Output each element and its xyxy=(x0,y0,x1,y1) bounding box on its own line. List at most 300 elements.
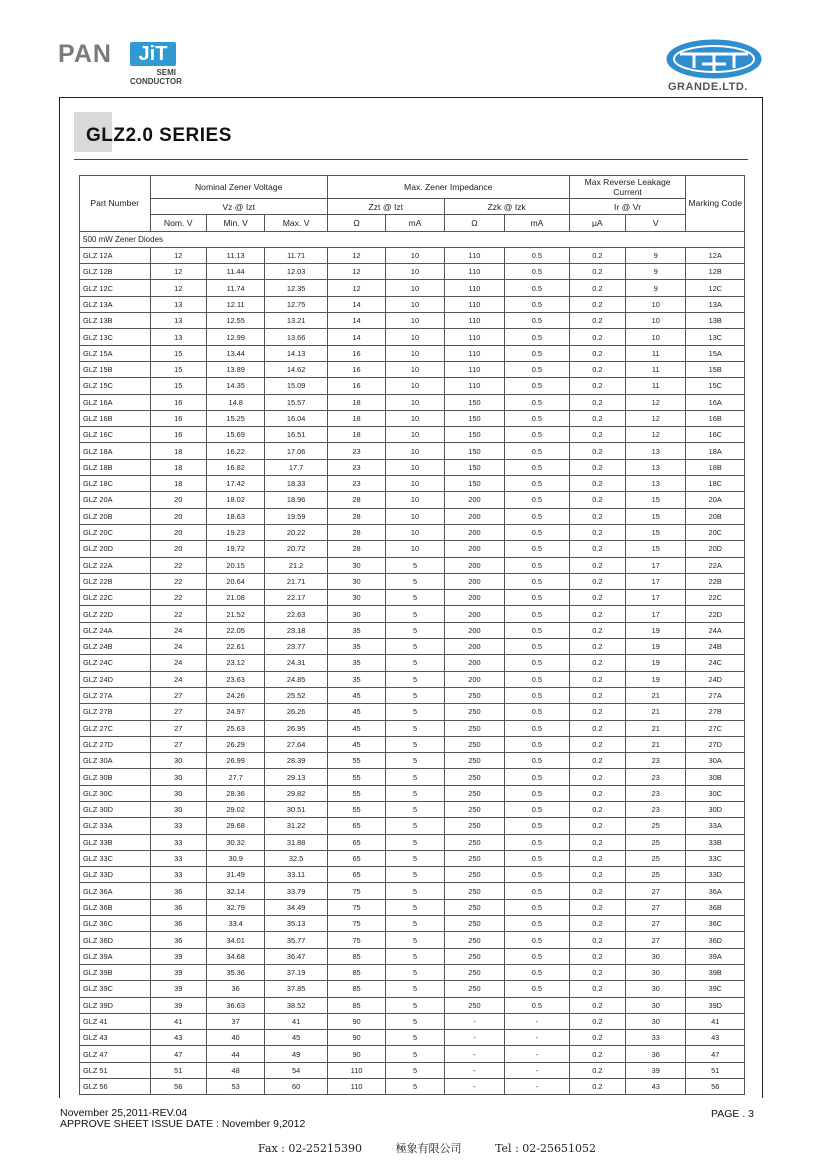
footer-fax: Fax : 02-25215390 xyxy=(258,1142,363,1155)
table-cell: 30.51 xyxy=(265,801,327,817)
table-cell: 5 xyxy=(386,899,444,915)
table-cell: 45 xyxy=(327,687,385,703)
table-row xyxy=(80,867,745,883)
table-cell: GLZ 18C xyxy=(80,476,151,492)
table-cell: 12 xyxy=(626,394,686,410)
table-cell: 5 xyxy=(386,964,444,980)
header-max-zener-impedance: Max. Zener Impedance xyxy=(327,176,569,199)
table-cell: 29.13 xyxy=(265,769,327,785)
table-cell: 0.2 xyxy=(569,948,625,964)
table-cell: 12 xyxy=(150,247,206,263)
table-cell: 0.2 xyxy=(569,1062,625,1078)
table-cell: 10 xyxy=(386,459,444,475)
table-cell: 16 xyxy=(150,394,206,410)
table-cell: 110 xyxy=(444,313,504,329)
table-cell: 14 xyxy=(327,313,385,329)
table-cell: 0.5 xyxy=(505,850,569,866)
table-cell: 27D xyxy=(686,736,745,752)
table-cell: 34.01 xyxy=(206,932,264,948)
table-cell: 150 xyxy=(444,410,504,426)
table-cell: 10 xyxy=(386,524,444,540)
table-cell: 17.42 xyxy=(206,476,264,492)
table-cell: 28.36 xyxy=(206,785,264,801)
table-cell: 0.2 xyxy=(569,867,625,883)
table-cell: 27 xyxy=(626,883,686,899)
table-row xyxy=(80,459,745,475)
table-cell: 16.22 xyxy=(206,443,264,459)
table-cell: 39B xyxy=(686,964,745,980)
table-cell: 33 xyxy=(150,867,206,883)
table-cell: GLZ 30C xyxy=(80,785,151,801)
table-cell: 0.2 xyxy=(569,1079,625,1095)
table-cell: 28 xyxy=(327,541,385,557)
table-cell: 85 xyxy=(327,981,385,997)
table-cell: 45 xyxy=(327,736,385,752)
table-row xyxy=(80,899,745,915)
table-cell: GLZ 27A xyxy=(80,687,151,703)
table-cell: 0.5 xyxy=(505,508,569,524)
table-cell: 10 xyxy=(386,443,444,459)
table-cell: 12.35 xyxy=(265,280,327,296)
table-row xyxy=(80,1062,745,1078)
table-cell: 33 xyxy=(150,818,206,834)
table-cell: 40 xyxy=(206,1030,264,1046)
table-cell: 32.5 xyxy=(265,850,327,866)
table-row xyxy=(80,948,745,964)
table-cell: GLZ 36D xyxy=(80,932,151,948)
table-cell: 0.5 xyxy=(505,541,569,557)
table-cell: 20.64 xyxy=(206,573,264,589)
table-cell: 0.5 xyxy=(505,736,569,752)
table-cell: 200 xyxy=(444,655,504,671)
table-cell: 0.2 xyxy=(569,329,625,345)
table-cell: GLZ 15C xyxy=(80,378,151,394)
table-cell: 0.2 xyxy=(569,345,625,361)
table-cell: 13A xyxy=(686,296,745,312)
table-cell: 0.2 xyxy=(569,394,625,410)
table-cell: 24.26 xyxy=(206,687,264,703)
table-cell: 33D xyxy=(686,867,745,883)
table-cell: 22 xyxy=(150,557,206,573)
table-cell: 0.2 xyxy=(569,1030,625,1046)
table-row xyxy=(80,280,745,296)
table-cell: 0.2 xyxy=(569,704,625,720)
table-cell: 12 xyxy=(150,280,206,296)
table-cell: 0.5 xyxy=(505,524,569,540)
table-cell: 18 xyxy=(327,394,385,410)
table-row xyxy=(80,394,745,410)
table-cell: 27.64 xyxy=(265,736,327,752)
table-cell: 0.5 xyxy=(505,345,569,361)
table-cell: 150 xyxy=(444,443,504,459)
table-row xyxy=(80,361,745,377)
panjit-logo xyxy=(58,40,188,88)
header-vz-iz: Vz @ Izt xyxy=(150,199,327,215)
table-cell: 24 xyxy=(150,671,206,687)
table-cell: 0.5 xyxy=(505,753,569,769)
table-cell: 30 xyxy=(150,785,206,801)
table-cell: 13.89 xyxy=(206,361,264,377)
table-cell: 10 xyxy=(386,427,444,443)
table-cell: 30D xyxy=(686,801,745,817)
table-cell: GLZ 36B xyxy=(80,899,151,915)
logo-semi-text: SEMI CONDUCTOR xyxy=(130,68,182,86)
table-cell: 0.5 xyxy=(505,590,569,606)
table-cell: 25 xyxy=(626,850,686,866)
table-cell: 30 xyxy=(327,590,385,606)
table-row xyxy=(80,655,745,671)
table-cell: GLZ 33D xyxy=(80,867,151,883)
table-cell: 36B xyxy=(686,899,745,915)
table-cell: 13 xyxy=(626,476,686,492)
table-cell: 22 xyxy=(150,606,206,622)
table-cell: 30A xyxy=(686,753,745,769)
table-cell: GLZ 30A xyxy=(80,753,151,769)
table-cell: 5 xyxy=(386,948,444,964)
header-zzt-izt: Zzt @ Izt xyxy=(327,199,444,215)
table-cell: 0.5 xyxy=(505,264,569,280)
footer-date: November 25,2011-REV.04 xyxy=(60,1107,188,1119)
table-cell: 37.19 xyxy=(265,964,327,980)
table-cell: 250 xyxy=(444,899,504,915)
table-cell: 0.2 xyxy=(569,687,625,703)
table-cell: 12B xyxy=(686,264,745,280)
title-divider xyxy=(74,159,748,160)
table-cell: - xyxy=(444,1062,504,1078)
table-cell: GLZ 15B xyxy=(80,361,151,377)
table-cell: 0.5 xyxy=(505,704,569,720)
table-row xyxy=(80,964,745,980)
table-cell: 65 xyxy=(327,867,385,883)
unit-zzt-ohm: Ω xyxy=(327,215,385,231)
table-cell: GLZ 13B xyxy=(80,313,151,329)
table-cell: 22A xyxy=(686,557,745,573)
table-cell: 250 xyxy=(444,834,504,850)
table-cell: 11.44 xyxy=(206,264,264,280)
table-cell: 23 xyxy=(327,476,385,492)
table-cell: 5 xyxy=(386,687,444,703)
table-cell: 36 xyxy=(206,981,264,997)
table-cell: 5 xyxy=(386,769,444,785)
table-cell: 36 xyxy=(150,916,206,932)
table-cell: 24 xyxy=(150,655,206,671)
table-cell: GLZ 22B xyxy=(80,573,151,589)
table-cell: 43 xyxy=(686,1030,745,1046)
table-cell: GLZ 27C xyxy=(80,720,151,736)
table-cell: 0.2 xyxy=(569,769,625,785)
table-cell: 33.4 xyxy=(206,916,264,932)
table-row xyxy=(80,329,745,345)
table-cell: 0.2 xyxy=(569,508,625,524)
table-cell: GLZ 18B xyxy=(80,459,151,475)
table-cell: GLZ 16C xyxy=(80,427,151,443)
table-cell: 45 xyxy=(327,720,385,736)
table-cell: 16 xyxy=(327,345,385,361)
section-label: 500 mW Zener Diodes xyxy=(80,231,745,247)
table-cell: 16 xyxy=(150,410,206,426)
table-row xyxy=(80,296,745,312)
table-cell: 32.14 xyxy=(206,883,264,899)
table-cell: 0.2 xyxy=(569,573,625,589)
table-row xyxy=(80,524,745,540)
table-row xyxy=(80,753,745,769)
table-cell: 0.2 xyxy=(569,981,625,997)
table-cell: 23.18 xyxy=(265,622,327,638)
table-cell: 28 xyxy=(327,508,385,524)
table-cell: 39 xyxy=(150,981,206,997)
table-cell: 35 xyxy=(327,671,385,687)
table-cell: GLZ 16A xyxy=(80,394,151,410)
table-cell: 34.68 xyxy=(206,948,264,964)
table-cell: 24 xyxy=(150,622,206,638)
table-cell: 30 xyxy=(150,769,206,785)
table-cell: 110 xyxy=(444,296,504,312)
table-cell: 0.5 xyxy=(505,361,569,377)
table-cell: 22 xyxy=(150,573,206,589)
table-cell: 250 xyxy=(444,753,504,769)
table-cell: 0.2 xyxy=(569,622,625,638)
table-cell: 12.55 xyxy=(206,313,264,329)
table-cell: 250 xyxy=(444,932,504,948)
table-cell: 250 xyxy=(444,948,504,964)
table-cell: 13B xyxy=(686,313,745,329)
table-cell: 75 xyxy=(327,883,385,899)
table-cell: 18.02 xyxy=(206,492,264,508)
table-cell: 14.8 xyxy=(206,394,264,410)
table-cell: 0.5 xyxy=(505,801,569,817)
table-cell: 0.2 xyxy=(569,459,625,475)
table-cell: 20.22 xyxy=(265,524,327,540)
table-cell: 200 xyxy=(444,590,504,606)
table-cell: 0.5 xyxy=(505,492,569,508)
table-cell: 0.2 xyxy=(569,850,625,866)
header-part-number: Part Number xyxy=(80,176,151,232)
table-cell: 5 xyxy=(386,736,444,752)
table-cell: 0.2 xyxy=(569,1046,625,1062)
table-cell: 0.2 xyxy=(569,997,625,1013)
table-cell: 15C xyxy=(686,378,745,394)
table-cell: 16C xyxy=(686,427,745,443)
table-row xyxy=(80,492,745,508)
table-cell: 30C xyxy=(686,785,745,801)
table-cell: 27 xyxy=(150,704,206,720)
table-cell: GLZ 43 xyxy=(80,1030,151,1046)
table-cell: GLZ 22D xyxy=(80,606,151,622)
table-cell: 30B xyxy=(686,769,745,785)
table-cell: 85 xyxy=(327,948,385,964)
table-cell: 0.2 xyxy=(569,883,625,899)
table-cell: 27 xyxy=(626,899,686,915)
table-cell: 13 xyxy=(150,296,206,312)
table-cell: 10 xyxy=(626,329,686,345)
table-cell: 16.51 xyxy=(265,427,327,443)
table-cell: 0.2 xyxy=(569,443,625,459)
table-cell: GLZ 33A xyxy=(80,818,151,834)
table-cell: - xyxy=(505,1046,569,1062)
table-cell: 26.95 xyxy=(265,720,327,736)
table-cell: 250 xyxy=(444,769,504,785)
table-cell: 5 xyxy=(386,1062,444,1078)
table-cell: 14.13 xyxy=(265,345,327,361)
table-cell: 110 xyxy=(444,280,504,296)
table-cell: 20B xyxy=(686,508,745,524)
table-cell: 10 xyxy=(386,410,444,426)
table-cell: 32.79 xyxy=(206,899,264,915)
table-cell: 31.49 xyxy=(206,867,264,883)
table-cell: 23.12 xyxy=(206,655,264,671)
table-row xyxy=(80,981,745,997)
table-cell: - xyxy=(505,1062,569,1078)
unit-max-v: Max. V xyxy=(265,215,327,231)
table-cell: 27 xyxy=(626,916,686,932)
table-cell: 23 xyxy=(626,769,686,785)
table-row xyxy=(80,769,745,785)
table-cell: 0.2 xyxy=(569,606,625,622)
table-cell: 17.06 xyxy=(265,443,327,459)
table-cell: 75 xyxy=(327,899,385,915)
table-cell: 43 xyxy=(626,1079,686,1095)
table-cell: 19.72 xyxy=(206,541,264,557)
table-cell: 29.82 xyxy=(265,785,327,801)
table-cell: 0.5 xyxy=(505,557,569,573)
table-cell: 16.04 xyxy=(265,410,327,426)
table-cell: 11 xyxy=(626,345,686,361)
table-cell: 35 xyxy=(327,655,385,671)
table-cell: 22C xyxy=(686,590,745,606)
table-cell: 0.2 xyxy=(569,410,625,426)
table-cell: 5 xyxy=(386,867,444,883)
table-cell: GLZ 16B xyxy=(80,410,151,426)
table-cell: 13 xyxy=(626,443,686,459)
table-cell: 0.5 xyxy=(505,622,569,638)
table-cell: 5 xyxy=(386,801,444,817)
table-cell: 30 xyxy=(327,606,385,622)
table-cell: 9 xyxy=(626,280,686,296)
table-cell: 13C xyxy=(686,329,745,345)
table-cell: 0.5 xyxy=(505,427,569,443)
table-cell: 60 xyxy=(265,1079,327,1095)
table-cell: - xyxy=(505,1013,569,1029)
table-cell: 21.08 xyxy=(206,590,264,606)
table-cell: 51 xyxy=(686,1062,745,1078)
table-cell: 250 xyxy=(444,867,504,883)
table-cell: 200 xyxy=(444,606,504,622)
table-cell: GLZ 12C xyxy=(80,280,151,296)
table-cell: 13 xyxy=(150,329,206,345)
table-cell: 110 xyxy=(444,345,504,361)
table-row xyxy=(80,736,745,752)
table-cell: GLZ 41 xyxy=(80,1013,151,1029)
table-cell: 0.5 xyxy=(505,785,569,801)
table-cell: 10 xyxy=(626,313,686,329)
table-cell: 250 xyxy=(444,687,504,703)
grande-logo xyxy=(664,38,768,98)
table-cell: 54 xyxy=(265,1062,327,1078)
table-cell: 250 xyxy=(444,720,504,736)
table-cell: 110 xyxy=(444,378,504,394)
header-zzk-izk: Zzk @ Izk xyxy=(444,199,569,215)
table-cell: GLZ 36C xyxy=(80,916,151,932)
table-cell: GLZ 39A xyxy=(80,948,151,964)
table-cell: 33 xyxy=(626,1030,686,1046)
table-cell: 23 xyxy=(626,785,686,801)
table-cell: 250 xyxy=(444,997,504,1013)
table-row xyxy=(80,932,745,948)
table-cell: 15.09 xyxy=(265,378,327,394)
table-cell: 0.2 xyxy=(569,264,625,280)
table-cell: 12C xyxy=(686,280,745,296)
table-cell: GLZ 39D xyxy=(80,997,151,1013)
table-cell: 18 xyxy=(150,459,206,475)
table-cell: 0.2 xyxy=(569,296,625,312)
table-cell: 12A xyxy=(686,247,745,263)
table-cell: 250 xyxy=(444,704,504,720)
table-cell: 12 xyxy=(626,410,686,426)
table-cell: 0.2 xyxy=(569,834,625,850)
table-cell: 65 xyxy=(327,818,385,834)
table-cell: 0.2 xyxy=(569,899,625,915)
table-cell: 51 xyxy=(150,1062,206,1078)
table-cell: GLZ 12A xyxy=(80,247,151,263)
table-cell: 20 xyxy=(150,492,206,508)
table-cell: 14 xyxy=(327,296,385,312)
table-cell: 15 xyxy=(626,492,686,508)
table-cell: 20 xyxy=(150,508,206,524)
table-cell: 10 xyxy=(386,296,444,312)
unit-zzk-ohm: Ω xyxy=(444,215,504,231)
table-cell: 30 xyxy=(150,801,206,817)
header-max-reverse-leakage: Max Reverse Leakage Current xyxy=(569,176,686,199)
table-cell: 36A xyxy=(686,883,745,899)
table-cell: 10 xyxy=(386,264,444,280)
table-cell: 0.5 xyxy=(505,329,569,345)
unit-izk-ma: mA xyxy=(505,215,569,231)
table-cell: 12 xyxy=(327,264,385,280)
table-cell: 27A xyxy=(686,687,745,703)
table-cell: 11.74 xyxy=(206,280,264,296)
table-cell: 13 xyxy=(150,313,206,329)
table-cell: 15 xyxy=(626,541,686,557)
table-cell: 65 xyxy=(327,834,385,850)
table-cell: 0.5 xyxy=(505,606,569,622)
table-cell: 23.63 xyxy=(206,671,264,687)
table-cell: 110 xyxy=(444,247,504,263)
table-cell: 0.2 xyxy=(569,378,625,394)
table-cell: 5 xyxy=(386,753,444,769)
table-cell: 19 xyxy=(626,671,686,687)
table-row xyxy=(80,508,745,524)
table-cell: 15 xyxy=(150,378,206,394)
table-cell: GLZ 56 xyxy=(80,1079,151,1095)
table-cell: 200 xyxy=(444,671,504,687)
table-cell: 110 xyxy=(444,264,504,280)
table-cell: 30 xyxy=(327,557,385,573)
table-cell: 19 xyxy=(626,639,686,655)
table-cell: 30 xyxy=(327,573,385,589)
table-cell: 0.2 xyxy=(569,476,625,492)
table-cell: 25 xyxy=(626,834,686,850)
table-row xyxy=(80,427,745,443)
table-cell: 10 xyxy=(626,296,686,312)
table-cell: 55 xyxy=(327,785,385,801)
table-cell: 200 xyxy=(444,639,504,655)
table-cell: 250 xyxy=(444,850,504,866)
table-cell: 110 xyxy=(444,361,504,377)
table-cell: 30 xyxy=(626,964,686,980)
table-cell: 17 xyxy=(626,606,686,622)
table-cell: 5 xyxy=(386,655,444,671)
table-cell: 16 xyxy=(327,378,385,394)
